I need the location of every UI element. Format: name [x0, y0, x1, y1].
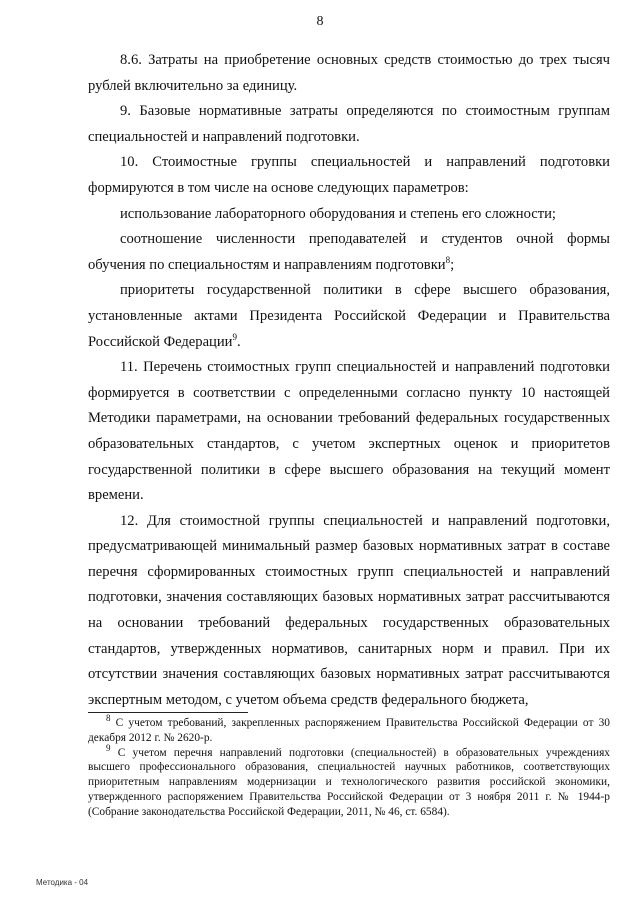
paragraph-10: 10. Стоимостные группы специальностей и направлений подготовки формируются в том числе на основе следующих параметров:	[88, 154, 610, 196]
page-number: 8	[316, 14, 324, 29]
parameter-item-staff-ratio: соотношение численности преподавателей и студентов очной формы обучения по специальностям и направлениям подготовки$^8$;	[88, 231, 610, 273]
footnotes	[88, 713, 610, 820]
footnote-mark-8: 8	[106, 713, 111, 724]
footnote-9: $^9$ С учетом перечня направлений подготовки (специальностей) в образовательных учреждениях высшего профессионального образования, специальностей научных работников, соответствующих приоритетным направлениям модернизации и технологического развития российской экономики, утвержденного распоряжением Правительства Российской Федерации от 3 ноября 2011 г. № 1944-р (Собрание законодательства Российской Федерации, 2011, № 46, ст. 6584).	[88, 742, 610, 818]
parameter-item-lab-equipment: использование лабораторного оборудования и степень его сложности;	[120, 205, 556, 222]
paragraph-9: 9. Базовые нормативные затраты определяются по стоимостным группам специальностей и направлений подготовки.	[88, 103, 610, 145]
paragraph-8-6: 8.6. Затраты на приобретение основных средств стоимостью до трех тысяч рублей включительно за единицу.	[88, 52, 610, 94]
footnote-ref-9: 9	[232, 331, 237, 342]
footnote-8: $^8$ С учетом требований, закрепленных распоряжением Правительства Российской Федерации от 30 декабря 2012 г. № 2620-р.	[88, 713, 610, 744]
paragraph-12: 12. Для стоимостной группы специальностей и направлений подготовки, предусматривающей минимальный размер базовых нормативных затрат в составе перечня сформированных стоимостных групп специальностей и направлений подготовки, значения составляющих базовых нормативных затрат рассчитываются на основании требований федеральных государственных образовательных стандартов, утвержденных нормативов, санитарных норм и правил. При их отсутствии значения составляющих базовых нормативных затрат рассчитываются экспертным методом, с учетом объема средств федерального бюджета,	[88, 512, 610, 708]
paragraph-11: 11. Перечень стоимостных групп специальностей и направлений подготовки формируется в соответствии с определенными согласно пункту 10 настоящей Методики параметрами, на основании требований федеральных государственных образовательных стандартов, с учетом экспертных оценок и приоритетов государственной политики в сфере высшего образования на текущий момент времени.	[88, 359, 610, 504]
page-footer: Методика - 04	[36, 878, 89, 887]
footnote-divider	[88, 712, 248, 713]
footnote-mark-9: 9	[106, 742, 111, 753]
body-text	[88, 48, 610, 713]
parameter-item-state-priorities: приоритеты государственной политики в сфере высшего образования, установленные актами Президента Российской Федерации и Правительства Российской Федерации$^9$.	[88, 282, 610, 350]
footnote-ref-8: 8	[445, 254, 451, 265]
